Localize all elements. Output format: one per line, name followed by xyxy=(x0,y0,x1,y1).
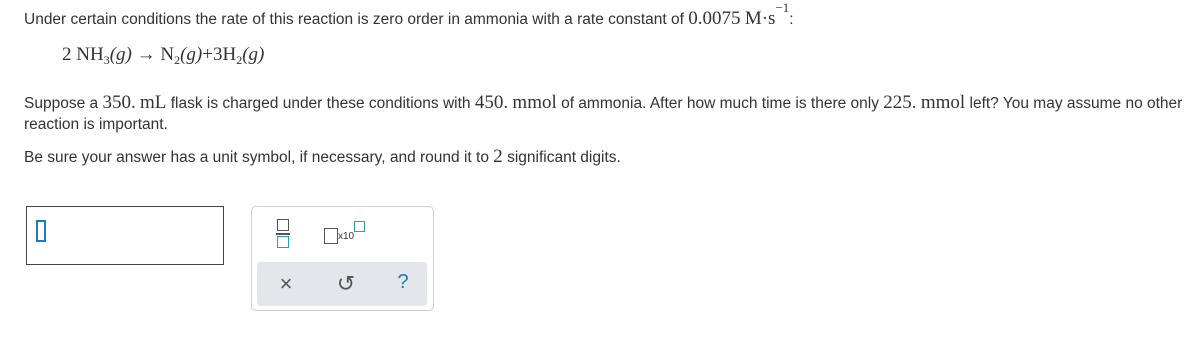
reaction-arrow: → xyxy=(136,44,156,65)
state-label: (g) xyxy=(242,44,265,65)
volume-value: 350. xyxy=(102,92,136,113)
x10-label: x10 xyxy=(338,231,355,242)
text: significant digits. xyxy=(507,149,621,166)
coefficient: 2 xyxy=(62,44,72,65)
amount-unit: mmol xyxy=(920,92,966,113)
subscript: 3 xyxy=(103,53,110,67)
final-amount: 225. xyxy=(883,92,917,113)
rate-constant: 0.0075 xyxy=(688,8,741,29)
palette-actions xyxy=(257,262,427,306)
text: left? You may assume no other reaction is important. xyxy=(24,95,1183,133)
answer-input[interactable] xyxy=(26,206,224,265)
colon: : xyxy=(789,11,794,28)
question-paragraph-3 xyxy=(24,146,621,168)
rate-exponent: −1 xyxy=(775,0,790,15)
scientific-notation-icon[interactable] xyxy=(324,221,374,247)
clear-icon[interactable]: × xyxy=(279,271,293,296)
product-formula: N xyxy=(160,44,175,65)
numerator-box xyxy=(277,219,289,231)
base-box xyxy=(324,228,338,244)
exponent-box xyxy=(354,221,365,232)
text: of ammonia. After how much time is there only xyxy=(561,95,879,112)
input-caret xyxy=(36,220,46,242)
fraction-icon[interactable] xyxy=(276,219,290,249)
reactant-formula: NH xyxy=(76,44,104,65)
help-icon[interactable]: ? xyxy=(397,271,409,293)
state-label: (g) xyxy=(180,44,203,65)
math-palette xyxy=(251,206,434,311)
amount-unit: mmol xyxy=(512,92,557,113)
sig-figs: 2 xyxy=(493,146,503,167)
reaction-equation xyxy=(62,44,264,68)
question-text: Under certain conditions the rate of this reaction is zero order in ammonia with a rate constant of xyxy=(24,11,684,28)
subscript: 2 xyxy=(236,53,243,67)
coefficient: 3 xyxy=(212,44,223,65)
initial-amount: 450. xyxy=(474,92,509,113)
text: Suppose a xyxy=(24,95,99,112)
state-label: (g) xyxy=(109,44,132,65)
plus-sign: + xyxy=(202,44,213,65)
product-formula: H xyxy=(222,44,237,65)
question-line-1 xyxy=(24,0,794,30)
text: Be sure your answer has a unit symbol, if necessary, and round it to xyxy=(24,149,489,166)
undo-icon[interactable]: ↺ xyxy=(336,271,356,296)
volume-unit: mL xyxy=(140,92,167,113)
question-paragraph-2 xyxy=(24,92,1184,135)
text: flask is charged under these conditions with xyxy=(170,95,471,112)
denominator-box xyxy=(277,236,289,248)
rate-unit: M·s xyxy=(744,8,776,29)
subscript: 2 xyxy=(174,53,181,67)
fraction-bar xyxy=(276,233,290,235)
